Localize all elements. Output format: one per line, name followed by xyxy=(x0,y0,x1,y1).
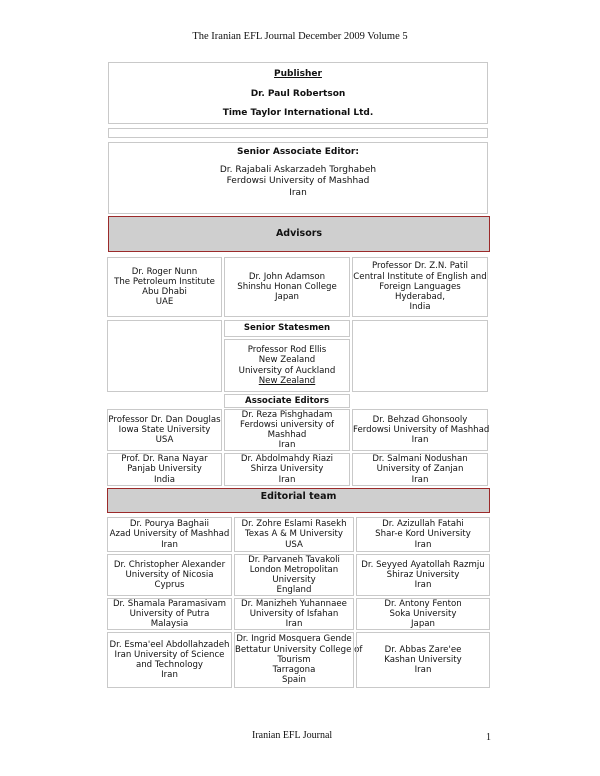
editorial-line: Dr. Parvaneh Tavakoli xyxy=(248,554,340,565)
associate-editor-line: Iran xyxy=(411,435,429,446)
editorial-line: Dr. Ingrid Mosquera Gende xyxy=(236,634,352,645)
publisher-heading: Publisher xyxy=(274,69,322,79)
editorial-cell xyxy=(356,517,490,552)
senior-associate-editor-box xyxy=(108,142,488,214)
editorial-line: Dr. Antony Fenton xyxy=(384,598,462,609)
advisor-line: UAE xyxy=(155,297,174,308)
editorial-line: Iran xyxy=(414,580,432,591)
advisor-line: Hyderabad, xyxy=(395,292,445,303)
editorial-line: University of Putra xyxy=(129,608,210,619)
associate-editors-heading-text: Associate Editors xyxy=(245,395,329,406)
editorial-line: Iran xyxy=(161,670,178,681)
associate-editor-line: Shirza University xyxy=(250,464,324,475)
associate-editor-line: Iowa State University xyxy=(118,424,211,435)
editorial-line: Japan xyxy=(411,619,435,630)
associate-editor-line: Mashhad xyxy=(267,430,307,440)
editorial-team-heading xyxy=(107,488,490,513)
associate-editor-line: Panjab University xyxy=(127,464,202,475)
publisher-company: Time Taylor International Ltd. xyxy=(222,108,374,118)
advisor-cell xyxy=(224,257,350,317)
advisor-line: Shinshu Honan College xyxy=(237,281,337,292)
editorial-line: University of Isfahan xyxy=(249,608,339,619)
advisors-heading-text: Advisors xyxy=(275,228,323,239)
associate-editor-cell xyxy=(107,409,222,451)
senior-statesmen-heading xyxy=(224,320,350,337)
editorial-team-heading-text: Editorial team xyxy=(260,491,337,502)
associate-editor-line: Ferdowsi University of Mashhad xyxy=(353,424,490,435)
editorial-cell xyxy=(234,517,354,552)
editorial-line: Dr. Christopher Alexander xyxy=(113,559,226,570)
editorial-line: Iran xyxy=(414,539,432,550)
editorial-line: Dr. Esma'eel Abdollahzadeh xyxy=(109,639,230,650)
advisor-line: The Petroleum Institute xyxy=(114,276,215,287)
advisor-line: Dr. Roger Nunn xyxy=(131,266,198,277)
senior-associate-editor-heading: Senior Associate Editor: xyxy=(237,147,359,157)
editorial-line: Dr. Seyyed Ayatollah Razmju xyxy=(361,559,485,570)
editorial-line: Iran University of Science xyxy=(114,649,225,660)
associate-editor-cell xyxy=(107,453,222,486)
advisor-line: Dr. John Adamson xyxy=(248,271,326,282)
associate-editor-cell xyxy=(224,453,350,486)
senior-statesmen-line: University of Auckland xyxy=(238,365,336,376)
editorial-line: Dr. Zohre Eslami Rasekh xyxy=(241,519,347,530)
editorial-line: Kashan University xyxy=(384,654,462,665)
editorial-line: England xyxy=(276,585,312,596)
associate-editor-cell xyxy=(352,409,488,451)
associate-editor-line: Iran xyxy=(278,474,296,485)
editorial-line: Malaysia xyxy=(150,619,189,630)
spacer-row xyxy=(108,128,488,138)
senior-associate-editor-line: Dr. Rajabali Askarzadeh Torghabeh xyxy=(219,164,377,175)
editorial-line: Dr. Azizullah Fatahi xyxy=(382,519,464,530)
senior-statesmen-cell xyxy=(224,339,350,392)
editorial-line: and Technology xyxy=(135,660,204,670)
associate-editor-line: Iran xyxy=(278,440,296,451)
editorial-line: Iran xyxy=(285,619,303,630)
editorial-cell xyxy=(107,598,232,630)
editorial-line: Tourism xyxy=(277,654,311,665)
associate-editor-cell xyxy=(352,453,488,486)
advisors-heading xyxy=(108,216,490,252)
associate-editor-line: USA xyxy=(155,435,174,446)
senior-statesmen-line: Professor Rod Ellis xyxy=(247,345,327,356)
associate-editor-line: Prof. Dr. Rana Nayar xyxy=(121,454,208,465)
editorial-line: Azad University of Mashhad xyxy=(109,529,230,540)
editorial-line: Spain xyxy=(281,675,306,686)
associate-editor-line: Professor Dr. Dan Douglas xyxy=(108,414,221,425)
associate-editors-heading xyxy=(224,394,350,408)
editorial-cell xyxy=(356,554,490,596)
editorial-cell xyxy=(356,632,490,688)
advisor-line: Abu Dhabi xyxy=(142,287,187,297)
editorial-line: Shiraz University xyxy=(386,569,460,580)
editorial-line: Cyprus xyxy=(154,580,185,591)
editorial-cell xyxy=(356,598,490,630)
editorial-cell xyxy=(107,554,232,596)
associate-editor-line: Dr. Reza Pishghadam xyxy=(241,409,333,420)
empty-cell xyxy=(107,320,222,392)
advisor-line: Japan xyxy=(275,292,299,303)
editorial-line: Dr. Abbas Zare'ee xyxy=(384,644,462,655)
senior-associate-editor-line: Iran xyxy=(289,187,307,198)
publisher-box xyxy=(108,62,488,124)
editorial-line: Dr. Shamala Paramasivam xyxy=(112,598,227,609)
editorial-cell xyxy=(234,554,354,596)
editorial-line: Bettatur University College of xyxy=(235,644,363,655)
editorial-cell xyxy=(234,598,354,630)
associate-editor-line: India xyxy=(153,474,176,485)
editorial-line: Iran xyxy=(161,539,178,550)
editorial-line: University xyxy=(272,575,316,585)
editorial-line: University of Nicosia xyxy=(125,569,214,580)
associate-editor-line: University of Zanjan xyxy=(376,464,464,475)
senior-associate-editor-line: Ferdowsi University of Mashhad xyxy=(226,176,370,186)
advisor-line: Central Institute of English and xyxy=(353,271,487,282)
page-number: 1 xyxy=(486,732,491,743)
advisor-line: Professor Dr. Z.N. Patil xyxy=(372,261,468,272)
advisor-cell xyxy=(107,257,222,317)
advisor-cell xyxy=(352,257,488,317)
running-header: The Iranian EFL Journal December 2009 Volume 5 xyxy=(192,31,408,42)
senior-statesmen-heading-text: Senior Statesmen xyxy=(243,323,331,334)
editorial-cell xyxy=(107,632,232,688)
editorial-line: London Metropolitan xyxy=(249,564,339,575)
associate-editor-cell xyxy=(224,409,350,451)
editorial-line: Dr. Manizheh Yuhannaee xyxy=(241,598,347,609)
senior-statesmen-line: New Zealand xyxy=(258,355,316,366)
editorial-cell xyxy=(107,517,232,552)
senior-statesmen-line: New Zealand xyxy=(258,375,316,386)
editorial-line: USA xyxy=(285,539,303,550)
advisor-line: India xyxy=(409,302,431,313)
publisher-name: Dr. Paul Robertson xyxy=(250,88,346,99)
editorial-line: Soka University xyxy=(389,608,457,619)
associate-editor-line: Dr. Abdolmahdy Riazi xyxy=(240,454,334,465)
editorial-line: Dr. Pourya Baghaii xyxy=(129,519,210,530)
advisor-line: Foreign Languages xyxy=(379,281,461,292)
associate-editor-line: Iran xyxy=(411,474,429,485)
associate-editor-line: Dr. Salmani Nodushan xyxy=(372,454,468,465)
associate-editor-line: Ferdowsi university of xyxy=(239,419,334,430)
editorial-line: Iran xyxy=(414,665,432,676)
editorial-line: Shar-e Kord University xyxy=(375,529,471,540)
editorial-cell xyxy=(234,632,363,688)
associate-editor-line: Dr. Behzad Ghonsooly xyxy=(372,414,468,425)
empty-cell xyxy=(352,320,488,392)
footer-journal-name: Iranian EFL Journal xyxy=(252,730,333,741)
editorial-line: Tarragona xyxy=(272,665,316,676)
editorial-line: Texas A & M University xyxy=(244,529,344,540)
